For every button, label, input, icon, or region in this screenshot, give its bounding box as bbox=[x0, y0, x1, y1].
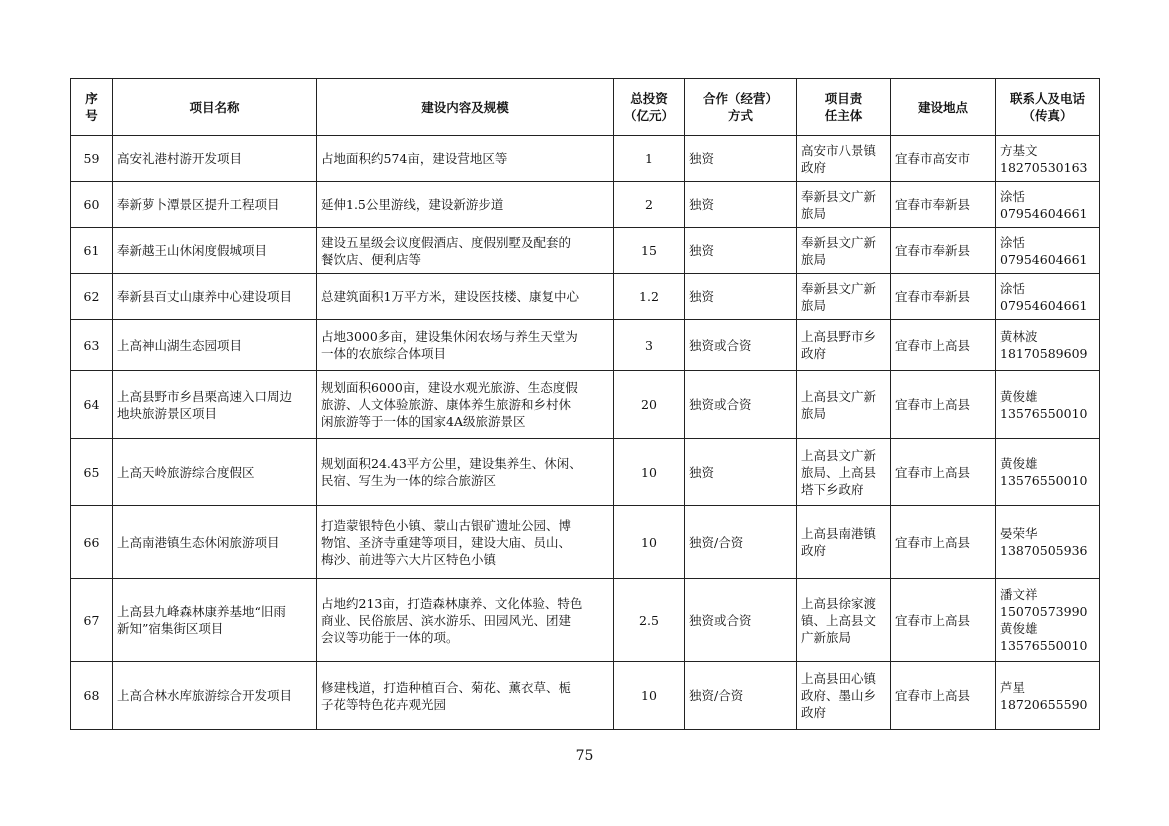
header-investment: 总投资 （亿元） bbox=[614, 79, 685, 136]
row-investment: 10 bbox=[614, 662, 685, 730]
row-entity: 上高县文广新 旅局、上高县 塔下乡政府 bbox=[797, 439, 891, 506]
header-row bbox=[71, 79, 1100, 136]
row-contact: 晏荣华 13870505936 bbox=[996, 506, 1100, 579]
row-name: 奉新县百丈山康养中心建设项目 bbox=[113, 274, 317, 320]
row-contact: 涂恬 07954604661 bbox=[996, 228, 1100, 274]
row-investment: 3 bbox=[614, 320, 685, 371]
row-content: 建设五星级会议度假酒店、度假别墅及配套的 餐饮店、便利店等 bbox=[317, 228, 614, 274]
row-mode: 独资 bbox=[685, 182, 797, 228]
header-no: 序 号 bbox=[71, 79, 113, 136]
header-location: 建设地点 bbox=[891, 79, 996, 136]
row-mode: 独资/合资 bbox=[685, 506, 797, 579]
row-entity: 奉新县文广新 旅局 bbox=[797, 182, 891, 228]
row-location: 宜春市奉新县 bbox=[891, 182, 996, 228]
row-entity: 上高县田心镇 政府、墨山乡 政府 bbox=[797, 662, 891, 730]
row-contact: 黄俊雄 13576550010 bbox=[996, 371, 1100, 439]
row-content: 规划面积6000亩，建设水观光旅游、生态度假 旅游、人文体验旅游、康体养生旅游和乡村休 闲旅游等于一体的国家4A级旅游景区 bbox=[317, 371, 614, 439]
row-entity: 奉新县文广新 旅局 bbox=[797, 228, 891, 274]
table-row bbox=[71, 579, 1100, 662]
row-location: 宜春市上高县 bbox=[891, 662, 996, 730]
row-investment: 1.2 bbox=[614, 274, 685, 320]
row-investment: 10 bbox=[614, 506, 685, 579]
page-number: 75 bbox=[575, 748, 594, 764]
row-location: 宜春市高安市 bbox=[891, 136, 996, 182]
table-row bbox=[71, 136, 1100, 182]
row-content: 规划面积24.43平方公里，建设集养生、休闲、 民宿、写生为一体的综合旅游区 bbox=[317, 439, 614, 506]
row-no: 61 bbox=[71, 228, 113, 274]
row-location: 宜春市奉新县 bbox=[891, 228, 996, 274]
row-contact: 涂恬 07954604661 bbox=[996, 274, 1100, 320]
row-location: 宜春市上高县 bbox=[891, 579, 996, 662]
row-name: 上高南港镇生态休闲旅游项目 bbox=[113, 506, 317, 579]
row-contact: 黄林波 18170589609 bbox=[996, 320, 1100, 371]
header-entity: 项目责 任主体 bbox=[797, 79, 891, 136]
row-mode: 独资/合资 bbox=[685, 662, 797, 730]
row-content: 延伸1.5公里游线，建设新游步道 bbox=[317, 182, 614, 228]
header-mode: 合作（经营） 方式 bbox=[685, 79, 797, 136]
row-no: 63 bbox=[71, 320, 113, 371]
row-mode: 独资或合资 bbox=[685, 320, 797, 371]
table-row bbox=[71, 439, 1100, 506]
row-investment: 20 bbox=[614, 371, 685, 439]
row-entity: 高安市八景镇 政府 bbox=[797, 136, 891, 182]
row-entity: 上高县南港镇 政府 bbox=[797, 506, 891, 579]
row-location: 宜春市上高县 bbox=[891, 320, 996, 371]
table-row bbox=[71, 506, 1100, 579]
row-no: 64 bbox=[71, 371, 113, 439]
row-entity: 上高县野市乡 政府 bbox=[797, 320, 891, 371]
row-name: 上高天岭旅游综合度假区 bbox=[113, 439, 317, 506]
header-contact: 联系人及电话 （传真） bbox=[996, 79, 1100, 136]
row-mode: 独资 bbox=[685, 228, 797, 274]
header-name: 项目名称 bbox=[113, 79, 317, 136]
row-content: 修建栈道，打造种植百合、菊花、薰衣草、栀 子花等特色花卉观光园 bbox=[317, 662, 614, 730]
row-name: 上高县九峰森林康养基地“旧雨 新知”宿集街区项目 bbox=[113, 579, 317, 662]
row-entity: 上高县文广新 旅局 bbox=[797, 371, 891, 439]
header-content: 建设内容及规模 bbox=[317, 79, 614, 136]
row-content: 打造蒙银特色小镇、蒙山古银矿遗址公园、博 物馆、圣济寺重建等项目，建设大庙、员山、 梅沙、前进等六大片区特色小镇 bbox=[317, 506, 614, 579]
row-name: 上高神山湖生态园项目 bbox=[113, 320, 317, 371]
table-row bbox=[71, 662, 1100, 730]
row-no: 68 bbox=[71, 662, 113, 730]
row-content: 占地约213亩，打造森林康养、文化体验、特色 商业、民俗旅居、滨水游乐、田园风光、团建 会议等功能于一体的项。 bbox=[317, 579, 614, 662]
row-investment: 2 bbox=[614, 182, 685, 228]
row-mode: 独资 bbox=[685, 274, 797, 320]
row-contact: 方基文 18270530163 bbox=[996, 136, 1100, 182]
row-contact: 黄俊雄 13576550010 bbox=[996, 439, 1100, 506]
row-location: 宜春市上高县 bbox=[891, 439, 996, 506]
row-no: 65 bbox=[71, 439, 113, 506]
row-content: 占地3000多亩，建设集休闲农场与养生天堂为 一体的农旅综合体项目 bbox=[317, 320, 614, 371]
table-row bbox=[71, 228, 1100, 274]
table-row bbox=[71, 274, 1100, 320]
row-no: 60 bbox=[71, 182, 113, 228]
row-investment: 15 bbox=[614, 228, 685, 274]
row-mode: 独资 bbox=[685, 439, 797, 506]
row-entity: 奉新县文广新 旅局 bbox=[797, 274, 891, 320]
row-name: 奉新越王山休闲度假城项目 bbox=[113, 228, 317, 274]
row-name: 奉新萝卜潭景区提升工程项目 bbox=[113, 182, 317, 228]
table-row bbox=[71, 371, 1100, 439]
row-no: 67 bbox=[71, 579, 113, 662]
row-content: 总建筑面积1万平方米，建设医技楼、康复中心 bbox=[317, 274, 614, 320]
row-entity: 上高县徐家渡 镇、上高县文 广新旅局 bbox=[797, 579, 891, 662]
row-contact: 涂恬 07954604661 bbox=[996, 182, 1100, 228]
row-location: 宜春市上高县 bbox=[891, 506, 996, 579]
row-no: 66 bbox=[71, 506, 113, 579]
row-name: 高安礼港村游开发项目 bbox=[113, 136, 317, 182]
row-contact: 潘文祥 15070573990 黄俊雄 13576550010 bbox=[996, 579, 1100, 662]
row-investment: 2.5 bbox=[614, 579, 685, 662]
row-content: 占地面积约574亩，建设营地区等 bbox=[317, 136, 614, 182]
row-mode: 独资 bbox=[685, 136, 797, 182]
row-name: 上高合林水库旅游综合开发项目 bbox=[113, 662, 317, 730]
row-mode: 独资或合资 bbox=[685, 579, 797, 662]
row-no: 59 bbox=[71, 136, 113, 182]
row-location: 宜春市上高县 bbox=[891, 371, 996, 439]
table-row bbox=[71, 182, 1100, 228]
row-investment: 10 bbox=[614, 439, 685, 506]
row-no: 62 bbox=[71, 274, 113, 320]
row-mode: 独资或合资 bbox=[685, 371, 797, 439]
project-table bbox=[70, 78, 1100, 730]
table-row bbox=[71, 320, 1100, 371]
row-contact: 芦星 18720655590 bbox=[996, 662, 1100, 730]
row-name: 上高县野市乡昌栗高速入口周边 地块旅游景区项目 bbox=[113, 371, 317, 439]
row-investment: 1 bbox=[614, 136, 685, 182]
row-location: 宜春市奉新县 bbox=[891, 274, 996, 320]
